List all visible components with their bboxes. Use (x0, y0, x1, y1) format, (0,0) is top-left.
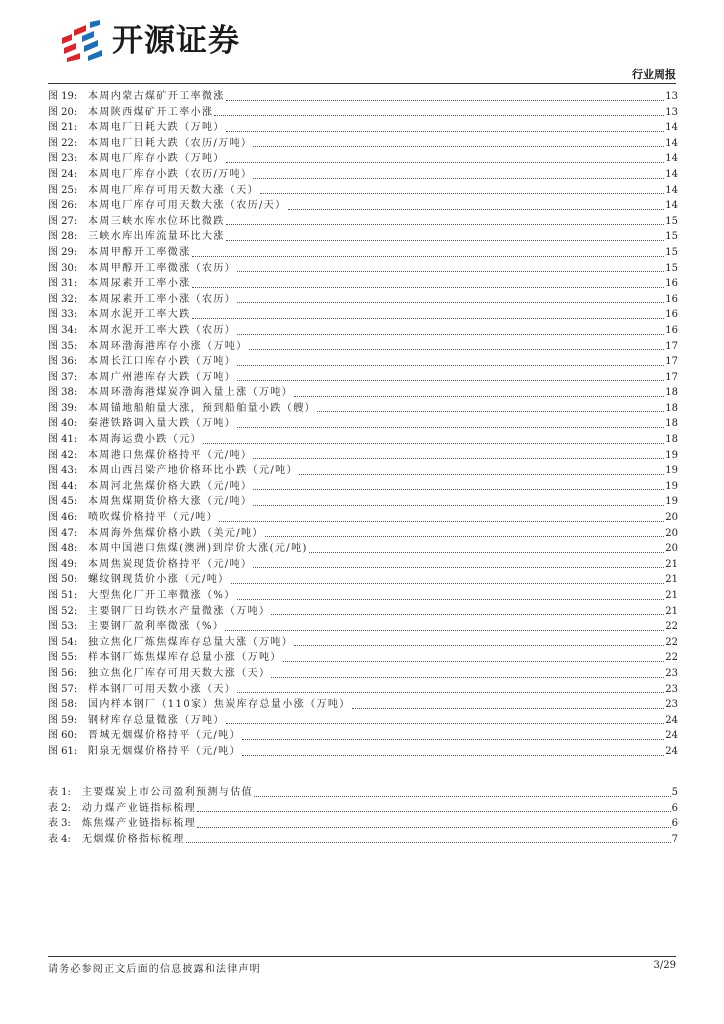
leader-dots (237, 599, 665, 600)
entry-label: 图 52: (48, 605, 78, 617)
toc-entry[interactable] (48, 666, 678, 682)
leader-dots (283, 661, 664, 662)
toc-entry[interactable] (48, 728, 678, 744)
entry-label: 图 25: (48, 184, 78, 196)
entry-label: 图 33: (48, 309, 78, 321)
entry-page-number: 14 (665, 122, 678, 134)
entry-page-number: 16 (665, 309, 678, 321)
leader-dots (226, 162, 664, 163)
leader-dots (253, 505, 664, 506)
entry-page-number: 6 (671, 818, 678, 830)
entry-title: 本周水泥开工率大跌（农历） (88, 324, 237, 336)
entry-title: 主要钢厂盈利率微涨（%） (88, 621, 225, 633)
entry-page-number: 16 (665, 324, 678, 336)
leader-dots (299, 474, 664, 475)
entry-page-number: 24 (665, 714, 678, 726)
entry-page-number: 6 (671, 802, 678, 814)
entry-label: 图 53: (48, 621, 78, 633)
entry-label: 图 31: (48, 278, 78, 290)
toc-entry[interactable] (48, 385, 678, 401)
entry-title: 本周内蒙古煤矿开工率微涨 (88, 91, 225, 102)
entry-title: 炼焦煤产业链指标梳理 (82, 818, 196, 830)
entry-page-number: 19 (665, 465, 678, 477)
entry-title: 本周电厂库存可用天数大涨（农历/天） (88, 200, 287, 212)
toc-entry[interactable] (48, 229, 678, 245)
toc-entry[interactable] (48, 697, 678, 713)
entry-label: 图 45: (48, 496, 78, 508)
entry-page-number: 24 (665, 745, 678, 757)
leader-dots (237, 427, 664, 428)
entry-page-number: 7 (671, 833, 678, 845)
entry-title: 本周陕西煤矿开工率小涨 (88, 106, 214, 118)
entry-label: 图 23: (48, 153, 78, 165)
entry-page-number: 18 (665, 402, 678, 414)
entry-label: 图 57: (48, 683, 78, 695)
toc-entry[interactable] (48, 619, 678, 635)
entry-page-number: 17 (665, 356, 678, 368)
toc-entry[interactable] (48, 816, 678, 832)
entry-title: 样本钢厂可用天数小涨（天） (88, 683, 237, 695)
entry-title: 样本钢厂炼焦煤库存总量小涨（万吨） (88, 652, 282, 664)
entry-title: 本周电厂日耗大跌（万吨） (88, 122, 225, 134)
leader-dots (237, 692, 664, 693)
entry-label: 图 24: (48, 168, 78, 180)
entry-title: 本周长江口库存小跌（万吨） (88, 356, 237, 368)
toc-entry[interactable] (48, 650, 678, 666)
leader-dots (317, 411, 664, 412)
toc-entry[interactable] (48, 136, 678, 152)
leader-dots (242, 739, 664, 740)
entry-page-number: 19 (665, 449, 678, 461)
entry-label: 图 26: (48, 200, 78, 212)
entry-label: 图 58: (48, 699, 78, 711)
entry-label: 图 32: (48, 293, 78, 305)
leader-dots (271, 677, 664, 678)
entry-title: 本周电厂库存小跌（农历/万吨） (88, 168, 253, 180)
entry-title: 本周河北焦煤价格大跌（元/吨） (88, 480, 253, 492)
entry-label: 图 37: (48, 371, 78, 383)
leader-dots (253, 489, 664, 490)
entry-title: 本周锚地船舶量大涨，预到船舶量小跌（艘） (88, 402, 316, 414)
toc-entry[interactable] (48, 323, 678, 339)
entry-label: 图 49: (48, 558, 78, 570)
entry-label: 图 40: (48, 418, 78, 430)
entry-title: 本周中国港口焦煤(澳洲)到岸价大涨(元/吨) (88, 543, 308, 555)
toc-entry[interactable] (48, 463, 678, 479)
entry-label: 图 36: (48, 356, 78, 368)
toc-entry[interactable] (48, 801, 678, 817)
brand-name: 开源证券 (112, 23, 240, 59)
leader-dots (203, 443, 664, 444)
entry-label: 图 61: (48, 745, 78, 757)
leader-dots (242, 755, 664, 756)
entry-page-number: 16 (665, 278, 678, 290)
leader-dots (225, 630, 664, 631)
toc-entry[interactable] (48, 785, 678, 801)
leader-dots (309, 552, 664, 553)
entry-title: 本周海外焦煤价格小跌（美元/吨） (88, 527, 264, 539)
entry-label: 图 39: (48, 402, 78, 414)
leader-dots (294, 645, 664, 646)
entry-label: 图 30: (48, 262, 78, 274)
entry-title: 钢材库存总量微涨（万吨） (88, 714, 225, 726)
entry-title: 螺纹钢现货价小涨（元/吨） (88, 574, 230, 586)
toc-entry[interactable] (48, 588, 678, 604)
entry-label: 图 27: (48, 215, 78, 227)
toc-entry[interactable] (48, 167, 678, 183)
entry-page-number: 5 (671, 787, 678, 798)
toc-entry[interactable] (48, 339, 678, 355)
entry-title: 本周广州港库存大跌（万吨） (88, 371, 237, 383)
toc-entry[interactable] (48, 510, 678, 526)
entry-label: 图 55: (48, 652, 78, 664)
toc-entry[interactable] (48, 479, 678, 495)
entry-title: 本周三峡水库水位环比微跌 (88, 215, 225, 227)
leader-dots (226, 100, 664, 101)
entry-page-number: 17 (665, 340, 678, 352)
entry-label: 图 46: (48, 512, 78, 524)
footer-divider (48, 956, 676, 957)
entry-page-number: 18 (665, 418, 678, 430)
entry-title: 本周焦煤期货价格大涨（元/吨） (88, 496, 253, 508)
toc-entry[interactable] (48, 89, 678, 105)
entry-title: 本周港口焦煤价格持平（元/吨） (88, 449, 253, 461)
leader-dots (197, 811, 671, 812)
entry-label: 图 54: (48, 636, 78, 648)
header-divider (48, 83, 676, 84)
leader-dots (254, 796, 671, 797)
entry-title: 本周环渤海港煤炭净调入量上涨（万吨） (88, 387, 294, 399)
entry-page-number: 23 (665, 683, 678, 695)
entry-title: 本周电厂库存可用天数大涨（天） (88, 184, 259, 196)
entry-label: 图 56: (48, 667, 78, 679)
entry-page-number: 21 (665, 590, 678, 601)
leader-dots (253, 567, 664, 568)
brand-logo (58, 20, 240, 62)
entry-page-number: 20 (665, 527, 678, 539)
entry-title: 独立焦化厂炼焦煤库存总量大涨（万吨） (88, 636, 294, 648)
entry-label: 图 22: (48, 137, 78, 149)
toc-entry[interactable] (48, 401, 678, 417)
entry-title: 本周甲醇开工率微涨 (88, 246, 191, 258)
entry-title: 本周环渤海港库存小涨（万吨） (88, 340, 248, 352)
leader-dots (237, 334, 664, 335)
leader-dots (294, 396, 664, 397)
leader-dots (253, 458, 664, 459)
leader-dots (237, 271, 664, 272)
entry-page-number: 13 (665, 106, 678, 118)
leader-dots (265, 536, 664, 537)
toc-entry[interactable] (48, 494, 678, 510)
figure-list (48, 89, 678, 760)
entry-label: 图 48: (48, 543, 78, 555)
entry-label: 图 20: (48, 106, 78, 118)
entry-title: 本周电厂日耗大跌（农历/万吨） (88, 137, 253, 149)
entry-label: 图 21: (48, 122, 78, 134)
entry-page-number: 21 (665, 558, 678, 570)
entry-label: 图 34: (48, 324, 78, 336)
entry-title: 本周尿素开工率小涨（农历） (88, 293, 237, 305)
page-number: 3/29 (653, 960, 676, 971)
leader-dots (226, 224, 664, 225)
entry-page-number: 16 (665, 293, 678, 305)
entry-label: 图 51: (48, 590, 78, 601)
entry-page-number: 14 (665, 168, 678, 180)
toc-entry[interactable] (48, 526, 678, 542)
entry-title: 阳泉无烟煤价格持平（元/吨） (88, 745, 241, 757)
entry-label: 图 47: (48, 527, 78, 539)
entry-page-number: 21 (665, 574, 678, 586)
toc-entry[interactable] (48, 276, 678, 292)
leader-dots (253, 146, 664, 147)
leader-dots (197, 827, 671, 828)
toc-entry[interactable] (48, 432, 678, 448)
leader-dots (219, 521, 664, 522)
entry-label: 图 50: (48, 574, 78, 586)
entry-title: 本周甲醇开工率微涨（农历） (88, 262, 237, 274)
toc-entry[interactable] (48, 572, 678, 588)
entry-label: 图 59: (48, 714, 78, 726)
entry-page-number: 23 (665, 699, 678, 711)
leader-dots (253, 178, 664, 179)
entry-label: 图 19: (48, 91, 78, 102)
leader-dots (231, 583, 665, 584)
entry-label: 图 43: (48, 465, 78, 477)
toc-entry[interactable] (48, 354, 678, 370)
toc-entry[interactable] (48, 682, 678, 698)
toc-entry[interactable] (48, 292, 678, 308)
entry-page-number: 18 (665, 387, 678, 399)
leader-dots (214, 115, 664, 116)
entry-title: 秦港铁路调入量大跌（万吨） (88, 418, 237, 430)
entry-page-number: 20 (665, 512, 678, 524)
leader-dots (260, 193, 664, 194)
entry-title: 主要钢厂日均铁水产量微涨（万吨） (88, 605, 271, 617)
toc-entry[interactable] (48, 245, 678, 261)
toc-entry[interactable] (48, 307, 678, 323)
leader-dots (192, 256, 665, 257)
entry-label: 图 35: (48, 340, 78, 352)
entry-page-number: 22 (665, 621, 678, 633)
toc-entry[interactable] (48, 832, 678, 848)
entry-page-number: 15 (665, 215, 678, 227)
entry-title: 本周电厂库存小跌（万吨） (88, 153, 225, 165)
entry-title: 本周海运费小跌（元） (88, 434, 202, 446)
leader-dots (226, 723, 664, 724)
entry-title: 喷吹煤价格持平（元/吨） (88, 512, 219, 524)
entry-page-number: 15 (665, 246, 678, 258)
toc-entry[interactable] (48, 416, 678, 432)
toc-entry[interactable] (48, 214, 678, 230)
entry-title: 独立焦化厂库存可用天数大涨（天） (88, 667, 271, 679)
entry-label: 图 44: (48, 480, 78, 492)
entry-label: 图 41: (48, 434, 78, 446)
leader-dots (352, 708, 665, 709)
entry-title: 无烟煤价格指标梳理 (82, 833, 185, 845)
entry-label: 表 3: (48, 818, 71, 830)
footer-disclaimer: 请务必参阅正文后面的信息披露和法律声明 (48, 964, 261, 975)
leader-dots (271, 614, 664, 615)
entry-title: 本周山西吕梁产地价格环比小跌（元/吨） (88, 465, 298, 477)
toc-entry[interactable] (48, 448, 678, 464)
entry-title: 主要煤炭上市公司盈利预测与估值 (82, 787, 253, 798)
leader-dots (237, 380, 664, 381)
entry-title: 本周尿素开工率小涨 (88, 278, 191, 290)
entry-title: 本周水泥开工率大跌 (88, 309, 191, 321)
entry-title: 晋城无烟煤价格持平（元/吨） (88, 730, 241, 742)
entry-page-number: 14 (665, 153, 678, 165)
toc-entry[interactable] (48, 151, 678, 167)
toc-entry[interactable] (48, 120, 678, 136)
leader-dots (237, 365, 664, 366)
entry-page-number: 22 (665, 652, 678, 664)
toc-entry[interactable] (48, 604, 678, 620)
leader-dots (288, 209, 665, 210)
table-list (48, 785, 678, 847)
entry-page-number: 14 (665, 184, 678, 196)
entry-page-number: 20 (665, 543, 678, 555)
leader-dots (192, 287, 665, 288)
leader-dots (186, 842, 671, 843)
report-type: 行业周报 (632, 68, 676, 81)
toc-entry[interactable] (48, 370, 678, 386)
entry-title: 三峡水库出库流量环比大涨 (88, 231, 225, 243)
entry-title: 本周焦炭现货价格持平（元/吨） (88, 558, 253, 570)
leader-dots (249, 349, 665, 350)
entry-page-number: 15 (665, 262, 678, 274)
leader-dots (226, 240, 664, 241)
toc-entry[interactable] (48, 261, 678, 277)
entry-title: 动力煤产业链指标梳理 (82, 802, 196, 814)
toc-entry[interactable] (48, 183, 678, 199)
entry-label: 表 2: (48, 802, 71, 814)
toc-entry[interactable] (48, 635, 678, 651)
entry-label: 图 60: (48, 730, 78, 742)
entry-title: 国内样本钢厂（110家）焦炭库存总量小涨（万吨） (88, 699, 351, 711)
toc-entry[interactable] (48, 541, 678, 557)
entry-page-number: 22 (665, 636, 678, 648)
entry-page-number: 18 (665, 434, 678, 446)
entry-label: 表 1: (48, 787, 71, 798)
entry-page-number: 14 (665, 137, 678, 149)
toc-entry[interactable] (48, 105, 678, 121)
entry-page-number: 19 (665, 480, 678, 492)
leader-dots (237, 302, 664, 303)
entry-label: 图 38: (48, 387, 78, 399)
entry-label: 图 42: (48, 449, 78, 461)
entry-label: 图 28: (48, 231, 78, 243)
entry-page-number: 13 (665, 91, 678, 102)
entry-title: 大型焦化厂开工率微涨（%） (88, 590, 236, 601)
entry-page-number: 21 (665, 605, 678, 617)
toc-entry[interactable] (48, 744, 678, 760)
toc-entry[interactable] (48, 198, 678, 214)
entry-page-number: 24 (665, 730, 678, 742)
entry-page-number: 14 (665, 200, 678, 212)
entry-page-number: 17 (665, 371, 678, 383)
entry-page-number: 19 (665, 496, 678, 508)
entry-label: 表 4: (48, 833, 71, 845)
entry-page-number: 23 (665, 667, 678, 679)
toc-entry[interactable] (48, 557, 678, 573)
leader-dots (192, 318, 665, 319)
leader-dots (226, 131, 664, 132)
entry-page-number: 15 (665, 231, 678, 243)
toc-entry[interactable] (48, 713, 678, 729)
brand-mark-icon (58, 20, 104, 62)
entry-label: 图 29: (48, 246, 78, 258)
